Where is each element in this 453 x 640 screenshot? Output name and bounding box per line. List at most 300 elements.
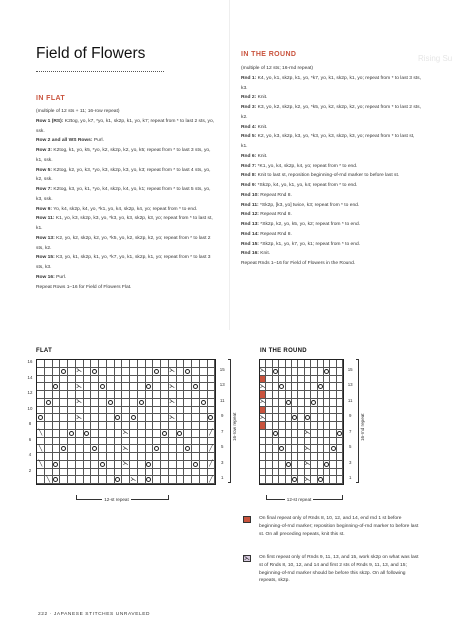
chart-cell [161,368,169,376]
chart-cell [337,407,343,415]
chart-cell [76,453,84,461]
chart-cell [200,461,208,469]
ssk-icon: ╲ [38,429,43,437]
chart-cell [208,476,216,484]
chart-cell [37,430,45,438]
k2tog-icon: ╱ [209,475,213,483]
chart-cell [184,438,192,446]
chart-cell [200,469,208,477]
chart-cell [208,445,216,453]
yo-icon [324,462,329,467]
yo-icon [53,462,58,467]
chart-cell [84,368,92,376]
chart-cell [45,407,53,415]
chart-cell [68,376,76,384]
chart-cell [208,391,216,399]
chart-cell [45,414,53,422]
row-number: 13 [219,382,225,388]
row-repeat-label: 16-row repeat [232,412,238,441]
chart-cell [153,414,161,422]
chart-cell [76,430,84,438]
chart-cell [130,438,138,446]
chart-cell [60,461,68,469]
chart-cell [169,414,177,422]
instruction-label: Rnd 14: [241,231,259,237]
instruction-text: Repeat Rnd 8. [258,212,292,218]
chart-cell [99,368,107,376]
chart-cell [99,453,107,461]
chart-cell [208,430,216,438]
instruction-line [241,152,421,162]
chart-cell [208,399,216,407]
chart-cell [192,476,200,484]
chart-cell [60,399,68,407]
chart-cell [115,360,123,368]
chart-cell [337,469,343,477]
chart-cell [177,368,185,376]
chart-cell [169,422,177,430]
chart-cell [53,476,61,484]
chart-cell [84,414,92,422]
chart-cell [107,391,115,399]
chart-cell [192,376,200,384]
instruction-text: Purl. [54,274,67,280]
yo-icon [146,477,151,482]
instruction-line [241,210,421,220]
chart-cell [177,414,185,422]
chart-cell [37,376,45,384]
chart-cell [337,453,343,461]
chart-cell [60,430,68,438]
chart-cell [115,453,123,461]
chart-cell [60,391,68,399]
yo-icon [177,431,182,436]
sk2p-icon: ⋋ [304,460,311,468]
yo-icon [201,400,206,405]
instruction-line [241,230,421,240]
chart-cell [200,360,208,368]
chart-cell [184,368,192,376]
yo-icon [92,369,97,374]
yo-icon [61,369,66,374]
instruction-line [241,249,421,259]
chart-cell [177,383,185,391]
chart-cell [169,399,177,407]
instruction-label: Rnd 8: [241,173,257,179]
chart-cell [84,438,92,446]
chart-cell [146,461,154,469]
chart-cell [153,360,161,368]
instruction-line [241,74,421,94]
chart-cell [146,376,154,384]
round-chart-title: IN THE ROUND [260,348,307,354]
chart-cell [76,368,84,376]
chart-cell [122,469,130,477]
chart-cell [192,430,200,438]
sk2p-icon: ⋋ [76,382,83,390]
yo-icon [131,415,136,420]
chart-cell [192,360,200,368]
chart-cell [107,438,115,446]
chart-cell [146,438,154,446]
chart-cell [107,383,115,391]
chart-cell [337,368,343,376]
instruction-line [241,201,421,211]
instruction-line [241,240,421,250]
yo-icon [193,462,198,467]
yo-icon [208,415,213,420]
chart-cell [192,461,200,469]
chart-cell [184,430,192,438]
chart-cell [192,407,200,415]
chart-cell [60,376,68,384]
chart-cell [184,407,192,415]
chart-cell [99,391,107,399]
chart-cell [177,476,185,484]
chart-cell [177,407,185,415]
yo-icon [292,477,297,482]
chart-cell [107,414,115,422]
chart-cell [84,407,92,415]
instruction-line [36,205,216,215]
row-number: 3 [348,459,352,465]
chart-cell [146,445,154,453]
chart-cell [130,376,138,384]
chart-cell [37,445,45,453]
chart-cell [37,469,45,477]
row-number: 9 [221,413,224,419]
chart-cell [146,453,154,461]
gutter-line [229,0,230,330]
instruction-line [36,283,216,293]
chart-cell [53,453,61,461]
chart-cell [169,461,177,469]
sk2p-icon: ⋋ [122,429,129,437]
stitch-repeat-label: 12-st repeat [104,497,129,502]
chart-cell [153,438,161,446]
chart-cell [115,368,123,376]
row-number: 3 [221,459,224,465]
chart-cell [84,461,92,469]
chart-cell [84,360,92,368]
chart-cell [200,407,208,415]
chart-cell [37,476,45,484]
row-repeat-bracket [356,359,359,483]
chart-cell [177,469,185,477]
chart-cell [122,430,130,438]
chart-cell [169,430,177,438]
ghost-text: Rising Su [418,54,453,63]
chart-cell [337,360,343,368]
instruction-text: K3, yo, k1, sk2p, k1, yo, *k7, yo, k1, sk2p, k1, yo; repeat from * to last 3 sts, k3. [36,255,211,270]
chart-cell [115,422,123,430]
yo-icon [154,369,159,374]
chart-cell [37,461,45,469]
chart-cell [337,391,343,399]
round-instructions [241,64,421,269]
row-number: 5 [348,444,352,450]
instruction-text: K4, yo, k1, sk2p, k1, yo, *k7, yo, k1, sk2p, k1, yo; repeat from * to last 3 sts, k3. [241,75,421,91]
chart-cell [91,407,99,415]
yo-icon [305,415,310,420]
instruction-label: Rnd 3: [241,105,257,110]
chart-cell [161,445,169,453]
chart-cell [184,414,192,422]
page-title: Field of Flowers [36,45,146,62]
instruction-line [36,107,216,117]
instruction-line [36,234,216,254]
k2tog-icon: ╱ [209,429,213,437]
sk2p-icon: ⋋ [244,554,250,562]
instruction-text: Knit. [258,251,271,257]
yo-icon [46,400,51,405]
chart-cell [177,461,185,469]
chart-cell [60,414,68,422]
instruction-text: K2tog, k3, yo, k1, *yo, k4, sk2p, k4, yo, k1; repeat from * to last 5 sts, yo, k3, ssk. [36,187,211,202]
chart-cell [200,368,208,376]
chart-cell [37,391,45,399]
row-number: 4 [28,452,32,457]
chart-cell [200,376,208,384]
instruction-label: Row 5: [36,167,53,173]
chart-cell [91,422,99,430]
k2tog-icon: ╱ [209,444,213,452]
chart-cell [45,422,53,430]
chart-cell [146,476,154,484]
instruction-text: K1, yo, k3, sk2p, k3, yo, *k3, yo, k3, sk2p, k3, yo; repeat from * to last st, k1. [36,216,213,231]
yo-icon [100,462,105,467]
chart-cell [153,422,161,430]
instruction-text: (multiple of 12 sts; 16-rnd repeat) [241,66,314,71]
chart-cell [169,453,177,461]
row-number: 7 [348,428,352,434]
chart-cell [184,422,192,430]
chart-cell [60,438,68,446]
chart-cell [84,445,92,453]
chart-cell [84,399,92,407]
chart-cell [53,438,61,446]
yo-icon [84,431,89,436]
chart-cell [68,414,76,422]
k2tog-icon: ╱ [209,460,213,468]
row-number: 15 [219,366,225,372]
instruction-line [241,220,421,230]
chart-cell [161,476,169,484]
chart-cell [60,445,68,453]
instruction-label: Rnd 5: [241,134,257,140]
chart-cell [337,445,343,453]
chart-cell [45,368,53,376]
chart-cell [138,407,146,415]
instruction-line [241,64,421,74]
chart-cell [60,453,68,461]
ssk-icon: ╲ [38,444,43,452]
instruction-line [241,259,421,269]
yo-icon [273,431,278,436]
sk2p-icon: ⋋ [259,382,266,390]
chart-cell [138,376,146,384]
instruction-text: K3, yo, k2, sk2p, k2, yo, *k5, yo, k2, sk2p, k2, yo; repeat from * to last 2 sts, k2. [241,105,421,120]
chart-cell [76,422,84,430]
chart-cell [146,430,154,438]
chart-cell [177,422,185,430]
chart-cell [84,430,92,438]
yo-icon [162,431,167,436]
chart-cell [138,422,146,430]
chart-cell [91,391,99,399]
chart-cell [177,430,185,438]
chart-cell [45,376,53,384]
chart-cell [45,476,53,484]
chart-cell [153,383,161,391]
instruction-label: Rnd 12: [241,212,259,218]
chart-cell [153,453,161,461]
chart-cell [53,383,61,391]
chart-cell [146,422,154,430]
chart-cell [161,391,169,399]
chart-cell [99,476,107,484]
chart-cell [84,476,92,484]
yo-icon [100,384,105,389]
instruction-text: K2, yo, k3, sk2p, k3, yo, *k3, yo, k3, sk2p, k3, yo; repeat from * to last st, k1. [241,134,415,149]
instruction-line [241,123,421,133]
chart-cell [91,360,99,368]
row-number: 7 [221,428,224,434]
yo-icon [115,477,120,482]
chart-cell [177,360,185,368]
chart-cell [337,399,343,407]
instruction-text: Repeat Rnds 1–16 for Field of Flowers in the Round. [241,261,356,266]
instruction-line [241,171,421,181]
sk2p-icon: ⋋ [169,367,176,375]
chart-cell [107,399,115,407]
instruction-label: Rnd 16: [241,251,259,257]
sk2p-icon: ⋋ [122,460,129,468]
instruction-label: Row 11: [36,216,55,222]
instruction-label: Row 16: [36,274,55,280]
chart-cell [169,383,177,391]
chart-cell [122,376,130,384]
chart-cell [146,414,154,422]
chart-cell [130,461,138,469]
instruction-label: Row 13: [36,235,55,241]
chart-cell [200,445,208,453]
chart-cell [45,461,53,469]
sk2p-icon: ⋋ [304,475,311,483]
chart-cell [337,383,343,391]
chart-cell [130,383,138,391]
yo-icon [92,446,97,451]
chart-cell [208,461,216,469]
instruction-label: Row 9: [36,206,53,212]
row-number: 11 [219,397,225,403]
chart-cell [138,476,146,484]
instruction-line [241,191,421,201]
row-number: 8 [28,421,32,426]
yo-icon [286,400,291,405]
sk2p-icon: ⋋ [259,367,266,375]
chart-cell [68,469,76,477]
chart-cell [60,360,68,368]
chart-cell [91,383,99,391]
chart-cell [153,430,161,438]
yo-icon [292,415,297,420]
chart-cell [99,430,107,438]
chart-cell [161,453,169,461]
row-repeat-bracket [228,359,231,483]
instruction-label: Rnd 11: [241,202,259,208]
yo-icon [193,384,198,389]
chart-cell [45,391,53,399]
chart-cell [192,438,200,446]
chart-cell [146,360,154,368]
chart-cell [99,376,107,384]
chart-cell [161,438,169,446]
chart-cell [99,407,107,415]
chart-cell [130,399,138,407]
chart-cell [68,445,76,453]
chart-cell [115,407,123,415]
chart-cell [53,360,61,368]
chart-cell [138,368,146,376]
chart-cell [138,414,146,422]
sk2p-icon: ⋋ [169,398,176,406]
chart-cell [115,476,123,484]
instruction-label: Rnd 1: [241,75,257,81]
chart-cell [153,461,161,469]
chart-cell [107,376,115,384]
chart-cell [184,445,192,453]
chart-cell [122,399,130,407]
round-heading: IN THE ROUND [241,51,297,58]
instruction-line [241,132,421,152]
chart-cell [84,422,92,430]
instruction-line [36,136,216,146]
chart-cell [200,476,208,484]
chart-cell [99,360,107,368]
instruction-label: Rnd 10: [241,192,259,198]
chart-cell [84,469,92,477]
instruction-line [36,185,216,205]
instruction-text: K2tog, yo, k7, *yo, k1, sk2p, k1, yo, k7; repeat from * to last 2 sts, yo, ssk. [36,118,215,134]
sk2p-icon: ⋋ [259,398,266,406]
chart-cell [130,407,138,415]
chart-cell [76,383,84,391]
instruction-label: Row 3: [36,148,53,153]
chart-cell [192,469,200,477]
chart-cell [60,422,68,430]
chart-cell [115,445,123,453]
row-number: 11 [347,397,353,403]
chart-cell [177,399,185,407]
chart-cell [115,414,123,422]
sk2p-swatch [243,555,251,562]
chart-cell [76,445,84,453]
chart-cell [184,376,192,384]
yo-icon [185,446,190,451]
instruction-text: (multiple of 12 sts + 11; 16-row repeat) [36,109,120,114]
chart-cell [37,383,45,391]
chart-cell [84,383,92,391]
chart-cell [53,368,61,376]
chart-cell [99,445,107,453]
chart-cell [68,476,76,484]
chart-cell [53,469,61,477]
chart-cell [115,376,123,384]
yo-icon [337,431,342,436]
instruction-text: *Sk2p, k4, yo, k1, yo, k4; repeat from * to end. [256,183,358,188]
chart-cell [107,422,115,430]
